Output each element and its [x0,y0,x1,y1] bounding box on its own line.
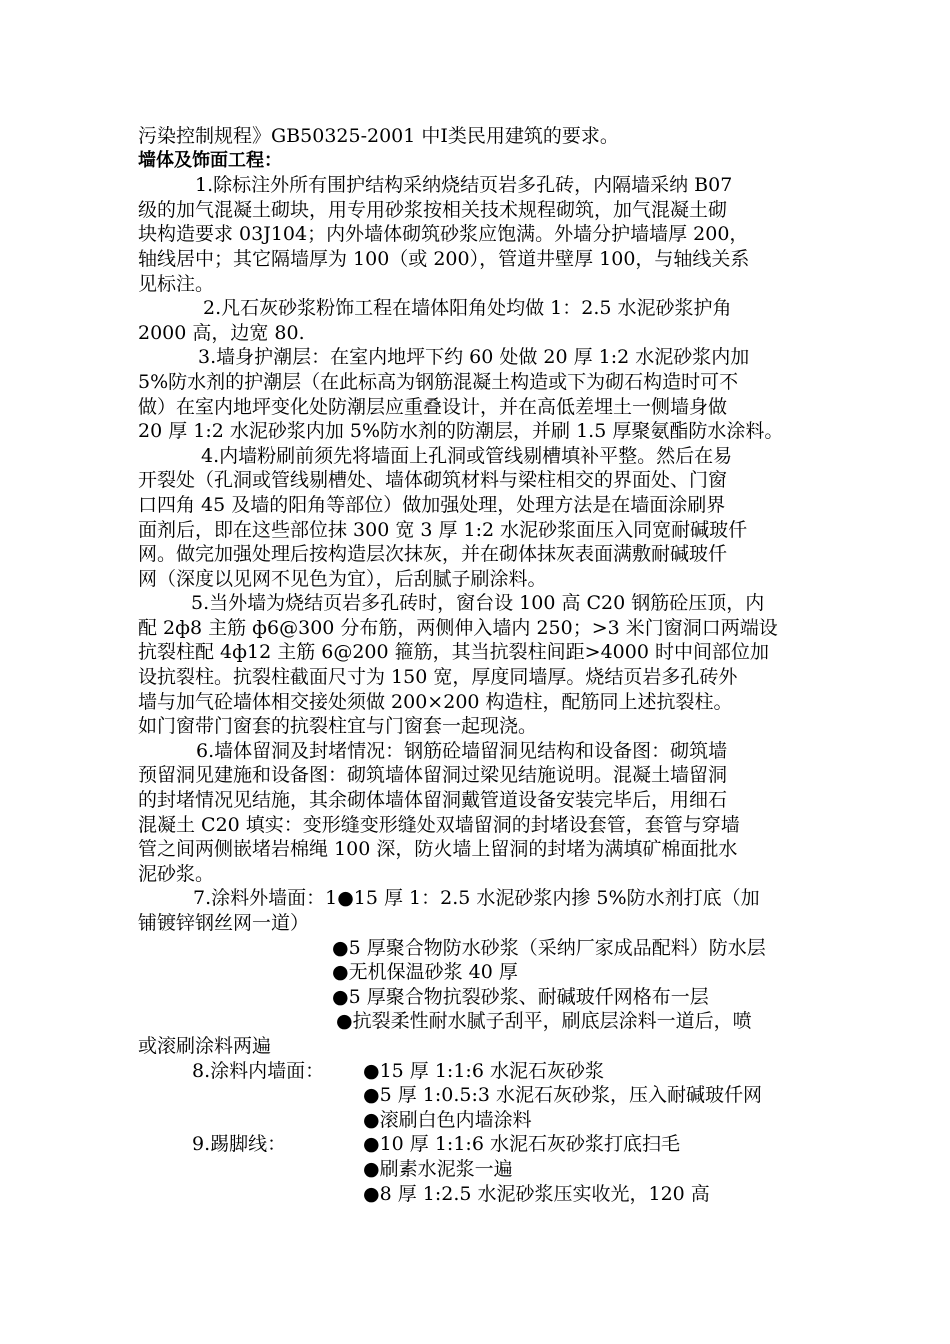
paragraph-line: 泥砂浆。 [138,862,215,885]
paragraph-line: 2000 高，边宽 80. [138,321,305,344]
item-label: 9.踢脚线： [192,1133,287,1156]
bullet-line: ●无机保温砂浆 40 厚 [332,961,518,984]
paragraph-item-6 [138,739,838,887]
paragraph-line: 做）在室内地坪变化处防潮层应重叠设计，并在高低差埋土一侧墙身做 [138,395,728,418]
item-label: 8.涂料内墙面： [192,1059,325,1082]
bullet-line: ●抗裂柔性耐水腻子刮平，刷底层涂料一道后，喷 [336,1010,752,1033]
paragraph-line: 20 厚 1:2 水泥砂浆内加 5%防水剂的防潮层，并刷 1.5 厚聚氨酯防水涂料。 [138,420,784,443]
bullet-line: ●5 厚聚合物抗裂砂浆、耐碱玻仟网格布一层 [332,985,709,1008]
paragraph-item-4 [138,444,838,592]
list-item [138,1059,838,1084]
paragraph-line: 轴线居中；其它隔墙厚为 100（或 200），管道井壁厚 100，与轴线关系 [138,247,750,270]
paragraph-line: 级的加气混凝土砌块，用专用砂浆按相关技术规程砌筑，加气混凝土砌 [138,198,728,221]
intro-line: 污染控制规程》GB50325-2001 中Ⅰ类民用建筑的要求。 [138,125,619,147]
paragraph-line: 预留洞见建施和设备图：砌筑墙体留洞过梁见结施说明。混凝土墙留洞 [138,764,728,787]
paragraph-line: 5.当外墙为烧结页岩多孔砖时，窗台设 100 高 C20 钢筋砼压顶，内 [191,592,765,615]
paragraph-item-5 [138,591,838,739]
bullet-line: ●5 厚 1:0.5:3 水泥石灰砂浆，压入耐碱玻仟网 [363,1084,762,1107]
paragraph-line: 块构造要求 03J104；内外墙体砌筑砂浆应饱满。外墙分护墙墙厚 200， [138,223,749,246]
paragraph-line: 7.涂料外墙面：1●15 厚 1：2.5 水泥砂浆内掺 5%防水剂打底（加 [193,887,760,910]
paragraph-item-2 [138,296,838,345]
paragraph-item-7 [138,886,838,1058]
paragraph-line: 网。做完加强处理后按构造层次抹灰，并在砌体抹灰表面满敷耐碱玻仟 [138,543,728,566]
paragraph-line: 面剂后，即在这些部位抹 300 宽 3 厚 1:2 水泥砂浆面压入同宽耐碱玻仟 [138,518,748,541]
bullet-line: ●8 厚 1:2.5 水泥砂浆压实收光，120 高 [363,1182,710,1205]
paragraph-item-9 [138,1132,838,1206]
paragraph-line: 管之间两侧嵌堵岩棉绳 100 深，防火墙上留洞的封堵为满填矿棉面批水 [138,838,738,861]
section-heading: 墙体及饰面工程： [138,149,282,171]
bullet-line: ●15 厚 1:1:6 水泥石灰砂浆 [363,1059,604,1082]
paragraph-line: 设抗裂柱。抗裂柱截面尺寸为 150 宽，厚度同墙厚。烧结页岩多孔砖外 [138,666,738,689]
paragraph-line: 混凝土 C20 填实：变形缝变形缝处双墙留洞的封堵设套管，套管与穿墙 [138,813,740,836]
bullet-line: ●5 厚聚合物防水砂浆（采纳厂家成品配料）防水层 [332,936,766,959]
bullet-line: ●滚刷白色内墙涂料 [363,1108,532,1131]
paragraph-item-3 [138,345,838,443]
paragraph-line: 见标注。 [138,272,215,295]
paragraph-line: 3.墙身护潮层：在室内地坪下约 60 处做 20 厚 1:2 水泥砂浆内加 [198,346,750,369]
bullet-line: ●10 厚 1:1:6 水泥石灰砂浆打底扫毛 [363,1133,680,1156]
paragraph-line: 开裂处（孔洞或管线剔槽处、墙体砌筑材料与梁柱相交的界面处、门窗 [138,469,728,492]
paragraph-line: 的封堵情况见结施，其余砌体墙体留洞戴管道设备安装完毕后，用细石 [138,789,728,812]
paragraph-item-1 [138,173,838,296]
bullet-line: ●刷素水泥浆一遍 [363,1157,513,1180]
paragraph-line: 5%防水剂的护潮层（在此标高为钢筋混凝土构造或下为砌石构造时可不 [138,370,739,393]
paragraph-line: 6.墙体留洞及封堵情况：钢筋砼墙留洞见结构和设备图：砌筑墙 [196,739,728,762]
paragraph-item-8 [138,1059,838,1133]
paragraph-line: 2.凡石灰砂浆粉饰工程在墙体阳角处均做 1：2.5 水泥砂浆护角 [203,297,732,320]
paragraph-line: 1.除标注外所有围护结构采纳烧结页岩多孔砖，内隔墙采纳 B07 [195,174,733,197]
paragraph-line: 口四角 45 及墙的阳角等部位）做加强处理，处理方法是在墙面涂刷界 [138,493,726,516]
paragraph-line: 抗裂柱配 4ф12 主筋 6@200 箍筋，其当抗裂柱间距>4000 时中间部位加 [138,641,769,664]
document-page [138,124,838,1206]
paragraph-line: 4.内墙粉刷前须先将墙面上孔洞或管线剔槽填补平整。然后在易 [201,444,733,467]
paragraph-line: 铺镀锌钢丝网一道） [138,912,310,934]
paragraph-line: 如门窗带门窗套的抗裂柱宜与门窗套一起现浇。 [138,715,538,738]
paragraph-line: 网（深度以见网不见色为宜），后刮腻子刷涂料。 [138,567,547,590]
paragraph-line: 墙与加气砼墙体相交接处须做 200×200 构造柱，配筋同上述抗裂柱。 [138,690,733,713]
paragraph-line: 配 2ф8 主筋 ф6@300 分布筋，两侧伸入墙内 250；>3 米门窗洞口两端设 [138,616,778,639]
list-item [138,1132,838,1157]
paragraph-line: 或滚刷涂料两遍 [138,1034,272,1057]
